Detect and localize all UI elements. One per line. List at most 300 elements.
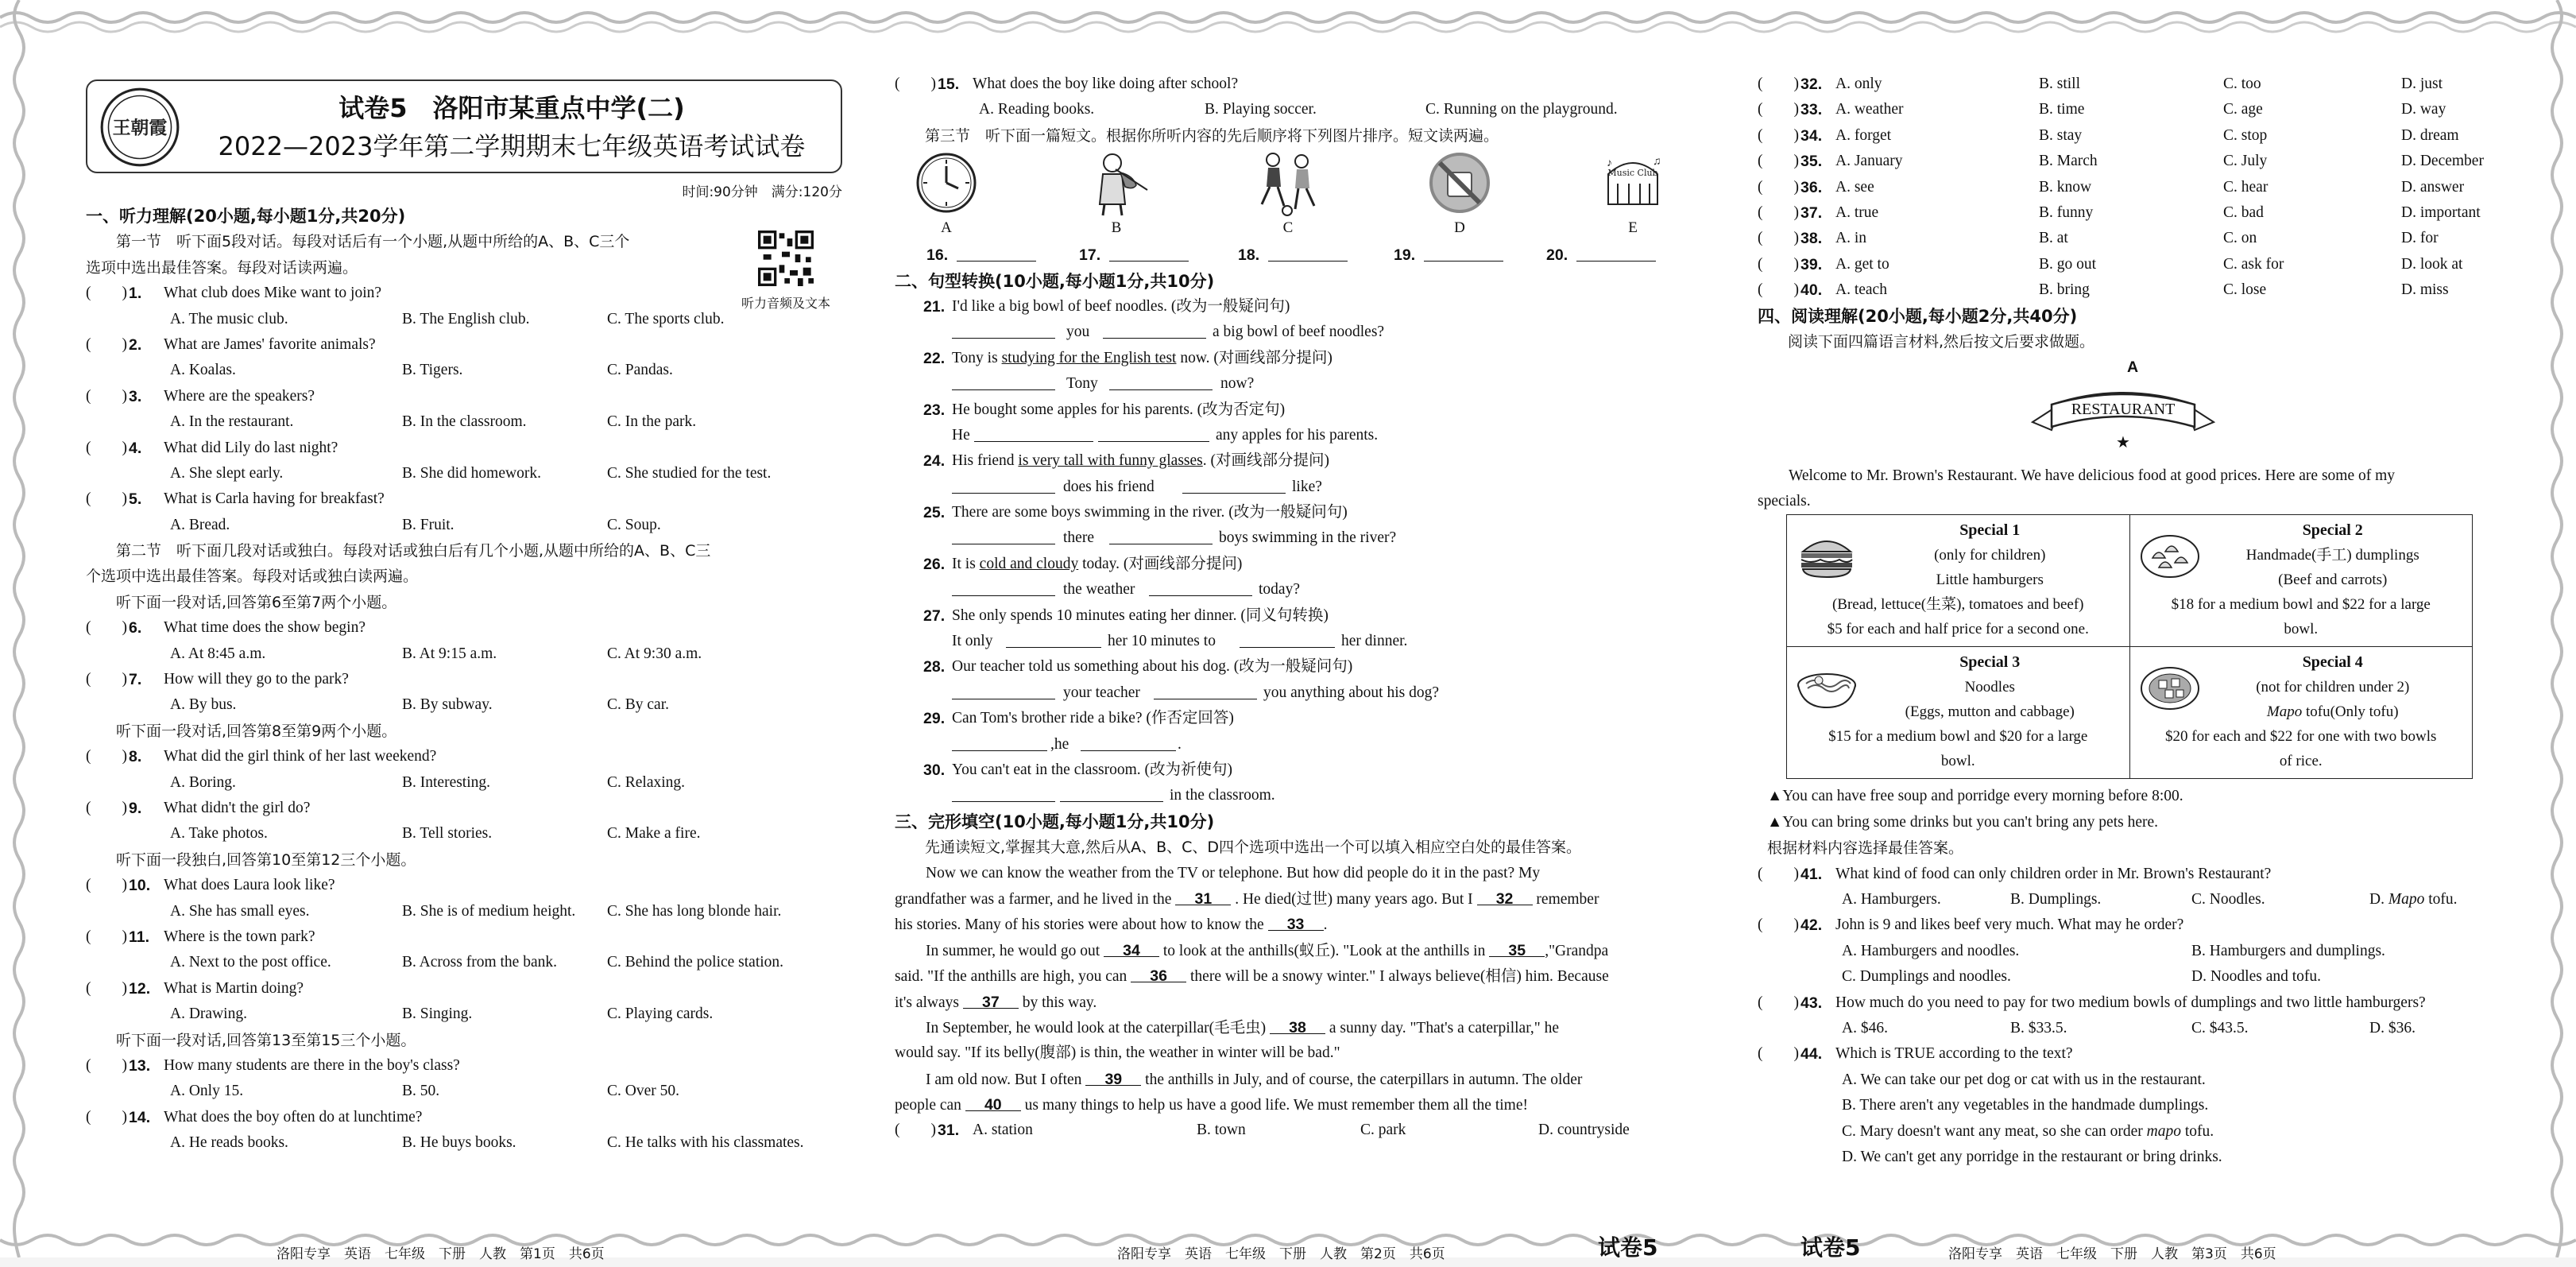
cloze-blank-36[interactable]: 36 xyxy=(1131,963,1186,982)
option-d[interactable]: D. for xyxy=(2401,230,2439,247)
passage-line xyxy=(895,1092,1715,1118)
option-d-prefix: D. xyxy=(2369,891,2388,909)
question-3 xyxy=(86,384,842,409)
option-b[interactable]: B. Tell stories. xyxy=(402,825,493,843)
special-4-cell xyxy=(2129,647,2473,779)
option-a[interactable]: A. Bread. xyxy=(170,516,230,533)
answer-blank[interactable] xyxy=(952,732,1047,751)
option-a[interactable]: A. He reads books. xyxy=(170,1134,288,1152)
question-text: Where is the town park? xyxy=(164,928,315,945)
answer-bracket[interactable]: ( ) xyxy=(1758,153,1799,170)
option-c[interactable]: C. lose xyxy=(2223,281,2267,299)
answer-text: boys swimming in the river? xyxy=(1219,529,1397,547)
picture-label: E xyxy=(1628,219,1638,237)
option-c[interactable]: C. stop xyxy=(2223,126,2268,144)
cloze-blank-32[interactable]: 32 xyxy=(1477,886,1533,905)
options-44 xyxy=(1758,1093,2508,1118)
answer-blank[interactable] xyxy=(1240,629,1335,648)
question-number: 31. xyxy=(938,1122,960,1140)
cloze-blank-33[interactable]: 33 xyxy=(1268,912,1324,931)
option-a[interactable]: A. Next to the post office. xyxy=(170,954,331,971)
question-number: 12. xyxy=(129,979,151,998)
passage-line: would say. "If its belly(腹部) is thin, the weather in winter will be bad." xyxy=(895,1044,1340,1062)
special-price: $20 for each and $22 for one with two bowls xyxy=(2165,728,2437,746)
answer-bracket[interactable]: ( ) xyxy=(1758,1045,1799,1063)
restaurant-note: ▲You can have free soup and porridge every morning before 8:00. xyxy=(1767,788,2183,805)
special-note: (not for children under 2) xyxy=(2256,679,2410,696)
answer-line-26 xyxy=(895,577,1715,603)
option-b[interactable]: B. She did homework. xyxy=(402,464,541,482)
option-b[interactable]: B. In the classroom. xyxy=(402,413,527,431)
option-c[interactable]: C. Behind the police station. xyxy=(607,954,784,971)
question-number: 7. xyxy=(129,671,142,689)
question-text: There are some boys swimming in the river. (改为一般疑问句) xyxy=(952,504,1348,521)
question-text-part: It is xyxy=(952,555,980,572)
cloze-option-row xyxy=(895,1118,1715,1143)
question-27 xyxy=(895,603,1715,629)
option-c[interactable]: C. Playing cards. xyxy=(607,1005,714,1023)
option-b[interactable]: B. Interesting. xyxy=(402,773,491,791)
option-c-text: tofu. xyxy=(2181,1122,2214,1140)
dish-name-italic: Mapo xyxy=(2266,703,2303,721)
option-c[interactable]: C. The sports club. xyxy=(607,310,725,327)
question-number: 40. xyxy=(1800,281,1823,300)
cloze-blank-34[interactable]: 34 xyxy=(1104,938,1159,957)
option-c[interactable]: C. Relaxing. xyxy=(607,773,686,791)
question-text: You can't eat in the classroom. (改为祈使句) xyxy=(952,761,1233,778)
special-1-cell xyxy=(1787,515,2130,647)
question-text: What time does the show begin? xyxy=(164,619,366,637)
option-d[interactable]: D. We can't get any porridge in the restaurant or bring drinks. xyxy=(1842,1148,2222,1165)
question-text: Can Tom's brother ride a bike? (作否定回答) xyxy=(952,710,1234,727)
option-c[interactable]: C. By car. xyxy=(607,696,669,714)
question-7 xyxy=(86,667,842,692)
cloze-blank-40[interactable]: 40 xyxy=(965,1092,1021,1111)
answer-bracket[interactable]: ( ) xyxy=(86,387,127,405)
question-text: He bought some apples for his parents. (改为否定句) xyxy=(952,401,1286,418)
answer-blank[interactable] xyxy=(974,423,1093,442)
answer-blank[interactable] xyxy=(1149,577,1252,596)
option-a[interactable]: A. Reading books. xyxy=(979,101,1095,118)
answer-blank[interactable] xyxy=(952,783,1055,802)
option-c[interactable]: C. Soup. xyxy=(607,516,661,533)
question-42 xyxy=(1758,912,2508,938)
page-3-column xyxy=(1758,72,2508,1262)
option-a[interactable]: A. Hamburgers and noodles. xyxy=(1842,942,2020,959)
option-c[interactable]: C. At 9:30 a.m. xyxy=(607,645,702,662)
option-a[interactable]: A. get to xyxy=(1835,255,1889,273)
option-b[interactable]: B. Fruit. xyxy=(402,516,454,533)
question-11 xyxy=(86,924,842,950)
option-b[interactable]: B. She is of medium height. xyxy=(402,902,576,920)
question-number: 2. xyxy=(129,335,142,354)
question-text: John is 9 and likes beef very much. What may he order? xyxy=(1835,916,2184,934)
special-dish: Noodles xyxy=(1964,679,2015,696)
options-10 xyxy=(86,899,842,924)
option-c[interactable] xyxy=(1842,1119,2214,1145)
option-b[interactable]: B. By subway. xyxy=(402,696,493,714)
answer-blank[interactable] xyxy=(1154,680,1257,699)
option-a[interactable]: A. She has small eyes. xyxy=(170,902,310,920)
option-a[interactable]: A. station xyxy=(973,1122,1033,1139)
passage-line xyxy=(895,990,1715,1015)
passage-text: remember xyxy=(1536,890,1599,908)
answer-bracket[interactable]: ( ) xyxy=(1758,255,1799,273)
options-8 xyxy=(86,770,842,796)
special-dish: Handmade(手工) dumplings xyxy=(2245,547,2419,564)
option-a[interactable]: A. Only 15. xyxy=(170,1083,244,1100)
answer-line-29 xyxy=(895,732,1715,757)
question-number: 42. xyxy=(1800,916,1823,935)
option-c[interactable]: C. $43.5. xyxy=(2191,1019,2249,1036)
answer-bracket[interactable]: ( ) xyxy=(86,1056,127,1074)
question-text: What club does Mike want to join? xyxy=(164,285,382,302)
question-text: Which is TRUE according to the text? xyxy=(1835,1045,2073,1063)
answer-bracket[interactable]: ( ) xyxy=(895,1122,936,1139)
answer-blank[interactable] xyxy=(1006,629,1101,648)
option-c[interactable]: C. on xyxy=(2223,230,2257,247)
answer-text: her 10 minutes to xyxy=(1108,633,1216,650)
answer-bracket[interactable]: ( ) xyxy=(86,439,127,456)
answer-bracket[interactable]: ( ) xyxy=(1758,994,1799,1011)
option-d[interactable]: D. miss xyxy=(2401,281,2449,299)
option-a[interactable]: A. The music club. xyxy=(170,310,288,327)
option-a[interactable]: A. Take photos. xyxy=(170,825,268,843)
option-a[interactable]: A. At 8:45 a.m. xyxy=(170,645,266,662)
option-d[interactable] xyxy=(2369,887,2458,912)
answer-blank[interactable] xyxy=(1109,371,1213,390)
answer-bracket[interactable]: ( ) xyxy=(1758,916,1799,934)
answer-bracket[interactable]: ( ) xyxy=(1758,178,1799,196)
hamburger-icon xyxy=(1795,529,1859,580)
passage-text: there will be a snowy winter." I always believe(相信) him. Because xyxy=(1190,968,1609,986)
option-b[interactable]: B. He buys books. xyxy=(402,1134,516,1152)
option-b[interactable]: B. $33.5. xyxy=(2010,1019,2067,1036)
section1-intro-cont: 选项中选出最佳答案。每段对话读两遍。 xyxy=(86,258,358,277)
exam-time-score: 时间:90分钟 满分:120分 xyxy=(682,184,842,200)
cloze-option-row xyxy=(1758,226,2508,251)
page-footer: 洛阳专享 英语 七年级 下册 人教 第2页 共6页 xyxy=(1117,1246,1445,1262)
answer-bracket[interactable]: ( ) xyxy=(86,979,127,997)
answer-blank[interactable] xyxy=(952,320,1055,339)
question-21 xyxy=(895,294,1715,320)
options-9 xyxy=(86,821,842,847)
passage-text: grandfather was a farmer, and he lived in the xyxy=(895,890,1172,908)
option-a[interactable]: A. January xyxy=(1835,153,1903,170)
picture-options xyxy=(895,149,1715,242)
option-a[interactable]: A. in xyxy=(1835,230,1866,247)
option-b[interactable]: B. funny xyxy=(2039,203,2094,221)
option-c[interactable]: C. July xyxy=(2223,153,2268,170)
question-number: 30. xyxy=(923,761,946,779)
answer-bracket[interactable]: ( ) xyxy=(1758,865,1799,882)
options-7 xyxy=(86,692,842,718)
question-number: 11. xyxy=(129,928,150,946)
options-1 xyxy=(86,307,842,332)
answer-bracket[interactable]: ( ) xyxy=(86,877,127,894)
option-a[interactable]: A. see xyxy=(1835,178,1874,196)
option-b[interactable]: B. March xyxy=(2039,153,2098,170)
question-text-part: today. (对画线部分提问) xyxy=(1078,555,1243,572)
question-text: What did Lily do last night? xyxy=(164,439,338,456)
page-2-column xyxy=(895,72,1715,1262)
passage-line xyxy=(895,1067,1715,1092)
passage-line xyxy=(895,912,1715,937)
answer-bracket[interactable]: ( ) xyxy=(86,285,127,302)
answer-bracket[interactable]: ( ) xyxy=(86,335,127,353)
question-number: 1. xyxy=(129,285,142,303)
answer-bracket[interactable]: ( ) xyxy=(1758,230,1799,247)
special-price-cont: bowl. xyxy=(1940,753,1975,770)
picture-b xyxy=(1073,149,1160,239)
special-dish xyxy=(2200,699,2466,724)
option-a[interactable]: A. By bus. xyxy=(170,696,237,714)
passage-line xyxy=(895,1015,1715,1040)
picture-label: B xyxy=(1111,219,1122,237)
answer-text: ,he xyxy=(1050,735,1069,753)
option-a[interactable]: A. only xyxy=(1835,76,1882,92)
section3-intro: 第三节 听下面一篇短文。根据你所听内容的先后顺序将下列图片排序。短文读两遍。 xyxy=(925,126,1499,145)
option-d[interactable]: D. answer xyxy=(2401,178,2465,196)
options-44 xyxy=(1758,1067,2508,1093)
option-a[interactable]: A. She slept early. xyxy=(170,464,284,482)
question-text-part: His friend xyxy=(952,452,1019,470)
special-2-cell xyxy=(2129,515,2473,647)
dish-name-text: tofu(Only tofu) xyxy=(2302,703,2399,721)
option-d[interactable]: D. just xyxy=(2401,76,2443,92)
option-c[interactable]: C. He talks with his classmates. xyxy=(607,1134,804,1152)
passage-line xyxy=(895,886,1715,912)
option-b[interactable]: B. still xyxy=(2039,76,2081,92)
answer-bracket[interactable]: ( ) xyxy=(86,799,127,816)
passage-a-label: A xyxy=(2126,358,2139,377)
options-42-cont xyxy=(1758,964,2508,990)
question-number: 9. xyxy=(129,799,142,817)
answer-blank[interactable] xyxy=(952,371,1055,390)
question-number: 34. xyxy=(1800,126,1823,145)
cloze-blank-39[interactable]: 39 xyxy=(1085,1067,1141,1086)
question-6 xyxy=(86,615,842,641)
answer-bracket[interactable]: ( ) xyxy=(1758,203,1799,221)
option-d[interactable]: D. Noodles and tofu. xyxy=(2191,968,2322,986)
answer-text: He xyxy=(952,426,970,444)
answer-bracket[interactable]: ( ) xyxy=(1758,101,1799,118)
option-b[interactable]: B. 50. xyxy=(402,1083,440,1100)
option-b[interactable]: B. stay xyxy=(2039,126,2083,144)
answer-bracket[interactable]: ( ) xyxy=(86,671,127,688)
options-4 xyxy=(86,461,842,486)
option-c[interactable]: C. ask for xyxy=(2223,255,2284,273)
answer-text: It only xyxy=(952,633,993,650)
cloze-blank-38[interactable]: 38 xyxy=(1270,1015,1325,1034)
violin-player-icon xyxy=(1081,149,1152,217)
option-b[interactable]: B. Dumplings. xyxy=(2010,891,2102,909)
option-b[interactable]: B. Across from the bank. xyxy=(402,954,557,971)
order-answer-16[interactable] xyxy=(957,242,1036,262)
option-c[interactable]: C. Dumplings and noodles. xyxy=(1842,968,2011,986)
answer-bracket[interactable]: ( ) xyxy=(86,490,127,508)
option-c[interactable]: C. Running on the playground. xyxy=(1425,101,1618,118)
option-a[interactable]: A. In the restaurant. xyxy=(170,413,294,431)
option-b[interactable]: B. Tigers. xyxy=(402,362,463,379)
cloze-blank-31[interactable]: 31 xyxy=(1175,886,1231,905)
answer-blank[interactable] xyxy=(1098,423,1209,442)
option-b[interactable]: B. Singing. xyxy=(402,1005,473,1023)
order-answer-18[interactable] xyxy=(1268,242,1348,262)
option-b[interactable]: B. time xyxy=(2039,101,2085,118)
answer-line-21 xyxy=(895,320,1715,345)
sentence-period-text: . xyxy=(1323,916,1328,934)
answer-bracket[interactable]: ( ) xyxy=(86,748,127,765)
answer-blank[interactable] xyxy=(1060,783,1163,802)
welcome-text: Welcome to Mr. Brown's Restaurant. We have delicious food at good prices. Here are some of my xyxy=(1789,467,2396,484)
options-44 xyxy=(1758,1145,2508,1170)
question-text: What didn't the girl do? xyxy=(164,799,311,816)
answer-blank[interactable] xyxy=(952,680,1055,699)
option-a[interactable]: A. teach xyxy=(1835,281,1887,299)
option-c[interactable]: C. She studied for the test. xyxy=(607,464,772,482)
answer-bracket[interactable]: ( ) xyxy=(895,76,936,92)
option-b[interactable]: B. bring xyxy=(2039,281,2090,299)
option-b[interactable]: B. know xyxy=(2039,178,2092,196)
question-8 xyxy=(86,744,842,769)
options-43 xyxy=(1758,1016,2508,1041)
passage-text: by this way. xyxy=(1022,994,1097,1011)
underlined-part: studying for the English test xyxy=(1001,349,1177,366)
answer-blank[interactable] xyxy=(952,577,1055,596)
passage-text: said. "If the anthills are high, you can xyxy=(895,968,1127,986)
monologue-instruction: 听下面一段独白,回答第10至第12三个小题。 xyxy=(116,850,416,869)
option-b[interactable]: B. at xyxy=(2039,230,2068,247)
cloze-blank-35[interactable]: 35 xyxy=(1489,938,1545,957)
answer-blank[interactable] xyxy=(1103,320,1206,339)
option-a[interactable]: A. We can take our pet dog or cat with us in the restaurant. xyxy=(1842,1071,2206,1088)
order-answer-20[interactable] xyxy=(1576,242,1656,262)
option-b[interactable]: B. There aren't any vegetables in the handmade dumplings. xyxy=(1842,1097,2209,1114)
question-number: 26. xyxy=(923,555,946,573)
question-text xyxy=(952,346,1332,371)
order-number: 18. xyxy=(1238,246,1260,265)
answer-bracket[interactable]: ( ) xyxy=(86,1108,127,1126)
answer-bracket[interactable]: ( ) xyxy=(1758,126,1799,144)
option-a[interactable]: A. weather xyxy=(1835,101,1904,118)
answer-bracket[interactable]: ( ) xyxy=(1758,281,1799,299)
option-a[interactable]: A. Boring. xyxy=(170,773,236,791)
exam-title: 试卷5 洛阳市某重点中学(二) xyxy=(338,93,685,123)
svg-text:王朝霞: 王朝霞 xyxy=(112,118,168,139)
wavy-border-left xyxy=(0,0,48,1257)
answer-blank[interactable] xyxy=(1182,475,1286,494)
question-number: 24. xyxy=(923,452,946,471)
passage-text: a sunny day. "That's a caterpillar," he xyxy=(1329,1019,1560,1036)
option-d[interactable]: D. important xyxy=(2401,203,2481,221)
option-d[interactable]: D. look at xyxy=(2401,255,2463,273)
special-title: Special 2 xyxy=(2302,521,2363,540)
option-b[interactable]: B. town xyxy=(1197,1122,1246,1139)
cloze-option-row xyxy=(1758,200,2508,226)
option-c[interactable]: C. too xyxy=(2223,76,2261,92)
option-d-text: tofu. xyxy=(2424,891,2458,909)
option-c[interactable]: C. In the park. xyxy=(607,413,697,431)
question-29 xyxy=(895,706,1715,731)
passage-line xyxy=(895,938,1715,963)
option-a[interactable]: A. forget xyxy=(1835,126,1892,144)
option-c[interactable]: C. Pandas. xyxy=(607,362,673,379)
option-c[interactable]: C. She has long blonde hair. xyxy=(607,902,782,920)
option-c[interactable]: C. park xyxy=(1360,1122,1406,1139)
option-c[interactable]: C. Make a fire. xyxy=(607,825,701,843)
underlined-part: cold and cloudy xyxy=(979,555,1079,572)
picture-label: C xyxy=(1282,219,1294,237)
answer-bracket[interactable]: ( ) xyxy=(86,619,127,637)
question-43 xyxy=(1758,990,2508,1016)
answer-blank[interactable] xyxy=(952,475,1055,494)
option-b[interactable]: B. Playing soccer. xyxy=(1205,101,1317,118)
option-d[interactable]: D. December xyxy=(2401,153,2484,170)
dialogue-instruction: 听下面一段对话,回答第6至第7两个小题。 xyxy=(116,593,397,611)
options-44 xyxy=(1758,1119,2508,1145)
answer-bracket[interactable]: ( ) xyxy=(86,928,127,945)
option-a[interactable]: A. Drawing. xyxy=(170,1005,247,1023)
option-c[interactable]: C. hear xyxy=(2223,178,2269,196)
answer-text: the weather xyxy=(1063,581,1135,599)
order-answer-19[interactable] xyxy=(1424,242,1503,262)
cloze-option-row xyxy=(1758,277,2508,303)
option-a[interactable]: A. Koalas. xyxy=(170,362,236,379)
answer-blank[interactable] xyxy=(952,525,1055,544)
option-b[interactable]: B. Hamburgers and dumplings. xyxy=(2191,942,2385,959)
answer-blank[interactable] xyxy=(1109,525,1213,544)
special-title: Special 4 xyxy=(2302,653,2363,672)
option-b[interactable]: B. At 9:15 a.m. xyxy=(402,645,497,662)
question-number: 21. xyxy=(923,297,946,316)
music-club-sign-icon xyxy=(1597,149,1669,217)
option-a[interactable]: A. true xyxy=(1835,203,1879,221)
option-d[interactable]: D. $36. xyxy=(2369,1019,2415,1036)
option-b[interactable]: B. The English club. xyxy=(402,310,530,327)
exam-subtitle: 2022—2023学年第二学期期末七年级英语考试试卷 xyxy=(218,131,806,161)
option-c[interactable]: C. age xyxy=(2223,101,2263,118)
cloze-option-row xyxy=(1758,72,2508,97)
soccer-players-icon xyxy=(1252,149,1324,217)
question-text: Where are the speakers? xyxy=(164,387,315,405)
option-b[interactable]: B. go out xyxy=(2039,255,2097,273)
option-d[interactable]: D. countryside xyxy=(1538,1122,1630,1139)
question-number: 4. xyxy=(129,439,142,457)
question-text: What is Martin doing? xyxy=(164,979,304,997)
section2-intro: 第二节 听下面几段对话或独白。每段对话或独白后有几个小题,从题中所给的A、B、C三 xyxy=(116,542,711,560)
option-a[interactable]: A. Hamburgers. xyxy=(1842,891,1941,909)
question-number: 32. xyxy=(1800,76,1823,93)
option-c[interactable]: C. Over 50. xyxy=(607,1083,679,1100)
order-answer-17[interactable] xyxy=(1109,242,1189,262)
answer-text: there xyxy=(1063,529,1094,547)
cloze-option-row xyxy=(1758,149,2508,174)
answer-text: any apples for his parents. xyxy=(1216,426,1379,444)
answer-blank[interactable] xyxy=(1081,732,1176,751)
options-13 xyxy=(86,1079,842,1104)
cloze-blank-37[interactable]: 37 xyxy=(963,990,1019,1009)
noodles-icon xyxy=(1795,661,1859,712)
answer-bracket[interactable]: ( ) xyxy=(1758,76,1799,92)
option-c[interactable]: C. Noodles. xyxy=(2191,891,2265,909)
option-c[interactable]: C. bad xyxy=(2223,203,2264,221)
answer-line-24 xyxy=(895,475,1715,500)
option-d[interactable]: D. way xyxy=(2401,101,2446,118)
option-d[interactable]: D. dream xyxy=(2401,126,2459,144)
special-price-cont: bowl. xyxy=(2284,621,2319,638)
option-a[interactable]: A. $46. xyxy=(1842,1019,1888,1036)
